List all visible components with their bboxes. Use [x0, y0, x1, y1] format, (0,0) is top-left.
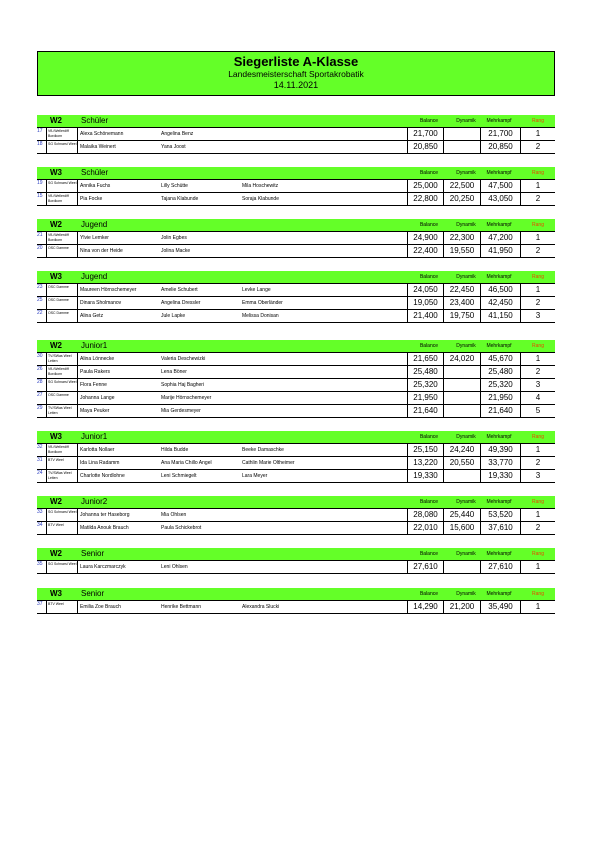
class-label: W2: [50, 549, 62, 558]
group-label: Schüler: [81, 116, 109, 125]
column-dynamik: Dynamik: [456, 343, 476, 349]
result-section: [37, 167, 555, 206]
athlete-3: Beeke Damaschke: [242, 447, 284, 453]
section-header: [37, 588, 555, 601]
section-header: [37, 548, 555, 561]
club-name: SG Schnarsi Weel: [47, 141, 78, 153]
column-rang: Rang: [532, 551, 544, 557]
start-number: 30: [37, 353, 47, 365]
club-name: VfL/Wellerdiff Bordkorn: [47, 444, 78, 456]
column-balance: Balance: [419, 434, 439, 440]
table-row: [37, 405, 555, 418]
athlete-3: Cathlin Marie Oltheimer: [242, 460, 295, 466]
mehrkampf-score: 25,320: [481, 379, 521, 391]
column-mehrkampf: Mehrkampf: [486, 170, 512, 176]
section-header: [37, 167, 555, 180]
athlete-2: Mia Ohlsen: [161, 512, 187, 518]
dynamik-score: [444, 392, 481, 404]
event-date: 14.11.2021: [273, 80, 319, 90]
rank: 3: [535, 471, 541, 480]
table-row: [37, 509, 555, 522]
mehrkampf-score: 27,610: [481, 561, 521, 573]
page-title: Siegerliste A-Klasse: [233, 54, 359, 69]
dynamik-score: 19,750: [444, 310, 481, 322]
mehrkampf-score: 35,490: [481, 601, 521, 613]
club-name: BTV Weel: [47, 522, 78, 534]
dynamik-score: 21,200: [444, 601, 481, 613]
athlete-2: Leni Ohlsen: [161, 564, 188, 570]
column-mehrkampf: Mehrkampf: [486, 551, 512, 557]
start-number: 27: [37, 392, 47, 404]
balance-score: 28,080: [407, 509, 444, 521]
group-label: Junior1: [81, 432, 108, 441]
athlete-3: Lara Meyer: [242, 473, 268, 479]
table-row: [37, 245, 555, 258]
athlete-1: Emilia Zoe Brauch: [80, 604, 121, 610]
mehrkampf-score: 25,480: [481, 366, 521, 378]
result-section: [37, 548, 555, 574]
mehrkampf-score: 37,610: [481, 522, 521, 534]
column-rang: Rang: [532, 591, 544, 597]
club-name: BTV Weel: [47, 601, 78, 613]
mehrkampf-score: 41,950: [481, 245, 521, 257]
column-dynamik: Dynamik: [456, 499, 476, 505]
class-label: W3: [50, 432, 62, 441]
mehrkampf-score: 45,670: [481, 353, 521, 365]
athlete-1: Malaika Weinert: [80, 144, 116, 150]
column-rang: Rang: [532, 170, 544, 176]
athlete-3: Soraja Klabunde: [242, 196, 279, 202]
column-balance: Balance: [419, 591, 439, 597]
start-number: 37: [37, 601, 47, 613]
balance-score: 25,480: [407, 366, 444, 378]
dynamik-score: [444, 366, 481, 378]
group-label: Junior2: [81, 497, 108, 506]
table-row: [37, 379, 555, 392]
athlete-2: Amelie Schubert: [161, 287, 198, 293]
column-mehrkampf: Mehrkampf: [486, 274, 512, 280]
athlete-3: Mila Hoschewitz: [242, 183, 279, 189]
athlete-1: Johanna ter Haseborg: [80, 512, 130, 518]
table-row: [37, 128, 555, 141]
group-label: Senior: [81, 549, 105, 558]
start-number: 22: [37, 310, 47, 322]
rank: 5: [535, 406, 541, 415]
balance-score: 19,330: [407, 470, 444, 482]
athlete-1: Annika Fuchs: [80, 183, 111, 189]
dynamik-score: 20,550: [444, 457, 481, 469]
column-balance: Balance: [419, 274, 439, 280]
dynamik-score: 25,440: [444, 509, 481, 521]
athlete-2: Valeria Deschewizki: [161, 356, 206, 362]
column-rang: Rang: [532, 118, 544, 124]
balance-score: 22,010: [407, 522, 444, 534]
rank: 3: [535, 380, 541, 389]
start-number: 26: [37, 366, 47, 378]
athlete-2: Tajana Klabunde: [161, 196, 199, 202]
group-label: Senior: [81, 589, 105, 598]
athlete-2: Henrike Bettmann: [161, 604, 202, 610]
group-label: Jugend: [81, 272, 108, 281]
mehrkampf-score: 53,520: [481, 509, 521, 521]
result-section: [37, 496, 555, 535]
start-number: 34: [37, 522, 47, 534]
club-name: SG Schnarsi Weel: [47, 509, 78, 521]
result-section: [37, 431, 555, 483]
club-name: VfL/Wellerdiff Bordkorn: [47, 193, 78, 205]
start-number: 29: [37, 405, 47, 417]
athlete-1: Ylvie Lemker: [80, 235, 109, 241]
club-name: TV/SWas Weel Leiten: [47, 470, 78, 482]
dynamik-score: [444, 141, 481, 153]
table-row: [37, 297, 555, 310]
class-label: W2: [50, 341, 62, 350]
rank: 2: [535, 246, 541, 255]
club-name: TV/SWas Weel Leiten: [47, 353, 78, 365]
title-box: [37, 51, 555, 96]
dynamik-score: 24,240: [444, 444, 481, 456]
column-dynamik: Dynamik: [456, 118, 476, 124]
result-section: [37, 271, 555, 323]
athlete-1: Maureen Hörnschemeyer: [80, 287, 137, 293]
rank: 1: [535, 510, 541, 519]
column-dynamik: Dynamik: [456, 434, 476, 440]
rank: 2: [535, 298, 541, 307]
column-balance: Balance: [419, 118, 439, 124]
rank: 1: [535, 602, 541, 611]
table-row: [37, 392, 555, 405]
page-subtitle: Landesmeisterschaft Sportakrobatik: [228, 69, 364, 79]
mehrkampf-score: 43,050: [481, 193, 521, 205]
balance-score: 25,320: [407, 379, 444, 391]
balance-score: 21,950: [407, 392, 444, 404]
class-label: W2: [50, 220, 62, 229]
table-row: [37, 310, 555, 323]
table-row: [37, 444, 555, 457]
section-header: [37, 496, 555, 509]
start-number: 28: [37, 379, 47, 391]
dynamik-score: 20,250: [444, 193, 481, 205]
group-label: Jugend: [81, 220, 108, 229]
start-number: 35: [37, 561, 47, 573]
start-number: 24: [37, 470, 47, 482]
column-mehrkampf: Mehrkampf: [486, 499, 512, 505]
dynamik-score: 22,450: [444, 284, 481, 296]
class-label: W2: [50, 116, 62, 125]
athlete-3: Levke Lange: [242, 287, 271, 293]
athlete-2: Hilda Budde: [161, 447, 189, 453]
column-mehrkampf: Mehrkampf: [486, 118, 512, 124]
start-number: 32: [37, 444, 47, 456]
section-header: [37, 431, 555, 444]
mehrkampf-score: 42,450: [481, 297, 521, 309]
athlete-2: Angelina Dressler: [161, 300, 201, 306]
balance-score: 24,900: [407, 232, 444, 244]
mehrkampf-score: 33,770: [481, 457, 521, 469]
rank: 1: [535, 129, 541, 138]
club-name: OSC Damme: [47, 297, 78, 309]
club-name: TV/SWas Weel Leiten: [47, 405, 78, 417]
mehrkampf-score: 47,200: [481, 232, 521, 244]
club-name: BTV Weel: [47, 457, 78, 469]
dynamik-score: 22,500: [444, 180, 481, 192]
athlete-1: Charlotte Nordlohne: [80, 473, 125, 479]
column-dynamik: Dynamik: [456, 222, 476, 228]
athlete-1: Nina von der Heide: [80, 248, 123, 254]
mehrkampf-score: 21,950: [481, 392, 521, 404]
group-label: Junior1: [81, 341, 108, 350]
dynamik-score: [444, 128, 481, 140]
class-label: W3: [50, 272, 62, 281]
class-label: W3: [50, 589, 62, 598]
column-dynamik: Dynamik: [456, 170, 476, 176]
column-dynamik: Dynamik: [456, 274, 476, 280]
club-name: OSC Damme: [47, 284, 78, 296]
table-row: [37, 457, 555, 470]
athlete-2: Jolina Macke: [161, 248, 191, 254]
club-name: VfL/Wellerdiff Bordkorn: [47, 128, 78, 140]
balance-score: 27,610: [407, 561, 444, 573]
result-section: [37, 588, 555, 614]
athlete-2: Yana Joost: [161, 144, 186, 150]
club-name: OSC Damme: [47, 310, 78, 322]
club-name: OSC Damme: [47, 245, 78, 257]
mehrkampf-score: 21,700: [481, 128, 521, 140]
dynamik-score: 19,550: [444, 245, 481, 257]
club-name: SG Schnarsi Weel: [47, 561, 78, 573]
mehrkampf-score: 49,390: [481, 444, 521, 456]
column-balance: Balance: [419, 170, 439, 176]
result-section: [37, 115, 555, 154]
start-number: 19: [37, 180, 47, 192]
athlete-1: Matilda Anouk Brauch: [80, 525, 129, 531]
athlete-1: Karlotta Nollaer: [80, 447, 115, 453]
table-row: [37, 232, 555, 245]
athlete-2: Jolin Egbes: [161, 235, 187, 241]
athlete-1: Maya Peuker: [80, 408, 110, 414]
athlete-1: Laura Karczmarczyk: [80, 564, 126, 570]
dynamik-score: 24,020: [444, 353, 481, 365]
dynamik-score: [444, 379, 481, 391]
balance-score: 21,640: [407, 405, 444, 417]
section-header: [37, 219, 555, 232]
table-row: [37, 522, 555, 535]
mehrkampf-score: 20,850: [481, 141, 521, 153]
column-rang: Rang: [532, 222, 544, 228]
balance-score: 14,290: [407, 601, 444, 613]
balance-score: 21,650: [407, 353, 444, 365]
rank: 1: [535, 562, 541, 571]
rank: 4: [535, 393, 541, 402]
class-label: W3: [50, 168, 62, 177]
table-row: [37, 180, 555, 193]
rank: 1: [535, 233, 541, 242]
athlete-1: Johanna Lange: [80, 395, 115, 401]
athlete-3: Melissa Donisan: [242, 313, 279, 319]
column-balance: Balance: [419, 222, 439, 228]
column-mehrkampf: Mehrkampf: [486, 591, 512, 597]
athlete-2: Sophia Haj Bagheri: [161, 382, 205, 388]
dynamik-score: 22,300: [444, 232, 481, 244]
mehrkampf-score: 41,150: [481, 310, 521, 322]
club-name: SG Schnarsi Weel: [47, 379, 78, 391]
club-name: VfL/Wellerdiff Bordkorn: [47, 232, 78, 244]
column-dynamik: Dynamik: [456, 591, 476, 597]
athlete-3: Emma Oberländer: [242, 300, 283, 306]
table-row: [37, 284, 555, 297]
table-row: [37, 353, 555, 366]
balance-score: 13,220: [407, 457, 444, 469]
dynamik-score: [444, 405, 481, 417]
balance-score: 25,150: [407, 444, 444, 456]
mehrkampf-score: 19,330: [481, 470, 521, 482]
section-header: [37, 115, 555, 128]
start-number: 33: [37, 509, 47, 521]
athlete-3: Alexandra Slucki: [242, 604, 280, 610]
group-label: Schüler: [81, 168, 109, 177]
start-number: 21: [37, 232, 47, 244]
athlete-2: Paula Schickebrot: [161, 525, 202, 531]
column-mehrkampf: Mehrkampf: [486, 343, 512, 349]
class-label: W2: [50, 497, 62, 506]
column-mehrkampf: Mehrkampf: [486, 434, 512, 440]
column-balance: Balance: [419, 551, 439, 557]
balance-score: 22,400: [407, 245, 444, 257]
dynamik-score: 23,400: [444, 297, 481, 309]
athlete-1: Ida Lina Radamm: [80, 460, 120, 466]
athlete-2: Marije Hörnschemeyer: [161, 395, 212, 401]
rank: 2: [535, 523, 541, 532]
balance-score: 22,800: [407, 193, 444, 205]
athlete-2: Jule Lapke: [161, 313, 186, 319]
athlete-2: Lena Böner: [161, 369, 187, 375]
section-header: [37, 271, 555, 284]
start-number: 20: [37, 245, 47, 257]
mehrkampf-score: 47,500: [481, 180, 521, 192]
column-dynamik: Dynamik: [456, 551, 476, 557]
balance-score: 21,700: [407, 128, 444, 140]
start-number: 15: [37, 193, 47, 205]
column-balance: Balance: [419, 343, 439, 349]
column-balance: Balance: [419, 499, 439, 505]
dynamik-score: 15,600: [444, 522, 481, 534]
column-rang: Rang: [532, 343, 544, 349]
athlete-2: Mia Gerdesmeyer: [161, 408, 201, 414]
balance-score: 25,000: [407, 180, 444, 192]
table-row: [37, 470, 555, 483]
result-section: [37, 219, 555, 258]
table-row: [37, 601, 555, 614]
section-header: [37, 340, 555, 353]
start-number: 23: [37, 284, 47, 296]
athlete-2: Ana Maria Chillo Angel: [161, 460, 212, 466]
athlete-2: Lilly Schütte: [161, 183, 188, 189]
rank: 3: [535, 311, 541, 320]
column-rang: Rang: [532, 434, 544, 440]
balance-score: 19,050: [407, 297, 444, 309]
balance-score: 20,850: [407, 141, 444, 153]
athlete-1: Dinara Sholmanov: [80, 300, 122, 306]
dynamik-score: [444, 470, 481, 482]
column-mehrkampf: Mehrkampf: [486, 222, 512, 228]
dynamik-score: [444, 561, 481, 573]
rank: 1: [535, 285, 541, 294]
result-section: [37, 340, 555, 418]
start-number: 17: [37, 128, 47, 140]
athlete-1: Pia Focke: [80, 196, 103, 202]
club-name: VfL/Wellerdiff Bordkorn: [47, 366, 78, 378]
rank: 2: [535, 194, 541, 203]
start-number: 18: [37, 141, 47, 153]
table-row: [37, 561, 555, 574]
mehrkampf-score: 21,640: [481, 405, 521, 417]
athlete-1: Flora Fenne: [80, 382, 107, 388]
athlete-1: Alexa Schönemann: [80, 131, 124, 137]
table-row: [37, 141, 555, 154]
rank: 2: [535, 367, 541, 376]
balance-score: 24,050: [407, 284, 444, 296]
mehrkampf-score: 46,500: [481, 284, 521, 296]
column-rang: Rang: [532, 499, 544, 505]
start-number: 31: [37, 457, 47, 469]
rank: 2: [535, 142, 541, 151]
athlete-1: Alina Getz: [80, 313, 104, 319]
athlete-2: Angelina Benz: [161, 131, 194, 137]
start-number: 25: [37, 297, 47, 309]
column-rang: Rang: [532, 274, 544, 280]
rank: 1: [535, 181, 541, 190]
athlete-1: Alina Lönnecke: [80, 356, 115, 362]
rank: 1: [535, 354, 541, 363]
club-name: SG Schnarsi Weel: [47, 180, 78, 192]
rank: 2: [535, 458, 541, 467]
balance-score: 21,400: [407, 310, 444, 322]
table-row: [37, 366, 555, 379]
athlete-2: Leni Schmiegelt: [161, 473, 197, 479]
rank: 1: [535, 445, 541, 454]
athlete-1: Paula Rakers: [80, 369, 111, 375]
table-row: [37, 193, 555, 206]
club-name: OSC Damme: [47, 392, 78, 404]
